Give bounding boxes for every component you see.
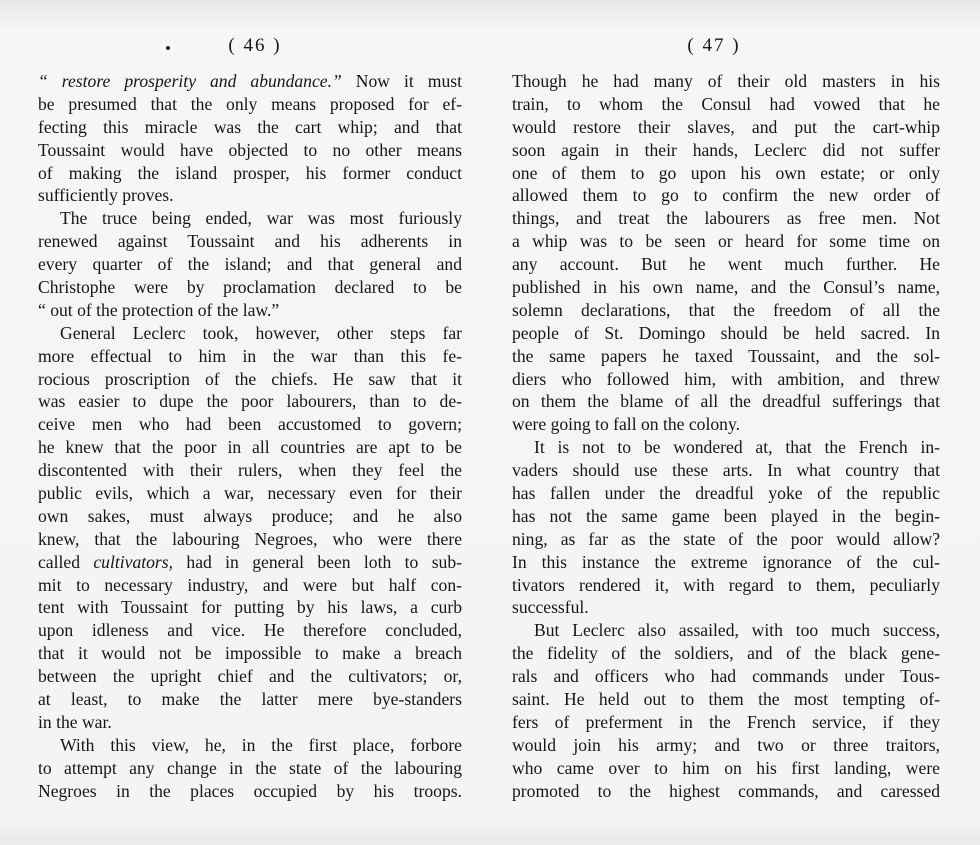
text-line bbox=[38, 642, 462, 665]
text-run: between the upright chief and the cultivators; or, bbox=[38, 666, 462, 687]
text-run: diers who followed him, with ambition, and threw bbox=[512, 368, 940, 389]
text-line bbox=[38, 574, 462, 597]
text-run: Though he had many of their old masters in his bbox=[512, 71, 940, 91]
text-line bbox=[38, 230, 462, 253]
text-line bbox=[512, 688, 940, 711]
text-line bbox=[512, 436, 940, 459]
text-run: every quarter of the island; and that general and bbox=[38, 254, 462, 275]
text-run: rals and officers who had commands under Tous- bbox=[512, 666, 940, 687]
text-line bbox=[512, 253, 940, 276]
text-line bbox=[38, 93, 462, 116]
text-run: ning, as far as the state of the poor would allow? bbox=[512, 528, 940, 549]
text-run: train, to whom the Consul had vowed that he bbox=[512, 93, 940, 114]
text-line bbox=[512, 528, 940, 551]
text-line bbox=[38, 413, 462, 436]
text-line bbox=[512, 459, 940, 482]
text-line bbox=[512, 505, 940, 528]
text-run: fecting this miracle was the cart whip; and that bbox=[38, 116, 462, 137]
text-line bbox=[512, 642, 940, 665]
text-run: The truce being ended, war was most furiously bbox=[60, 208, 462, 229]
text-run: had in general been loth to sub- bbox=[173, 551, 462, 572]
text-run: Christophe were by proclamation declared to be bbox=[38, 277, 462, 298]
text-run: in the war. bbox=[38, 711, 112, 732]
text-line bbox=[38, 322, 462, 345]
text-run: fers of preferment in the French service, if they bbox=[512, 711, 940, 732]
text-run: people of St. Domingo should be held sacred. In bbox=[512, 322, 940, 343]
text-run: General Leclerc took, however, other steps far bbox=[60, 322, 462, 343]
text-run: to attempt any change in the state of the labouring bbox=[38, 757, 462, 778]
text-line bbox=[38, 368, 462, 391]
text-run: own sakes, must always produce; and he also bbox=[38, 505, 462, 526]
text-run: Now it must bbox=[341, 71, 462, 91]
text-run: Negroes in the places occupied by his troops. bbox=[38, 780, 462, 801]
text-run: discontented with their rulers, when they feel the bbox=[38, 460, 462, 481]
text-line bbox=[512, 551, 940, 574]
text-line bbox=[38, 596, 462, 619]
text-run: called bbox=[38, 551, 94, 572]
text-run: In this instance the extreme ignorance of the cul- bbox=[512, 551, 940, 572]
text-line bbox=[38, 207, 462, 230]
text-line bbox=[512, 619, 940, 642]
text-run: any account. But he went much further. He bbox=[512, 254, 940, 275]
text-line bbox=[512, 276, 940, 299]
text-run: has not the same game been played in the begin- bbox=[512, 505, 940, 526]
text-run: rocious proscription of the chiefs. He saw that it bbox=[38, 368, 462, 389]
text-line bbox=[38, 688, 462, 711]
text-line bbox=[38, 482, 462, 505]
text-run: at least, to make the latter mere bye-standers bbox=[38, 689, 462, 710]
text-line bbox=[512, 116, 940, 139]
text-line bbox=[38, 116, 462, 139]
right-page-text bbox=[512, 70, 940, 803]
text-line bbox=[512, 162, 940, 185]
text-line bbox=[512, 757, 940, 780]
text-line bbox=[38, 734, 462, 757]
text-line bbox=[38, 70, 462, 93]
text-line bbox=[38, 436, 462, 459]
text-run: has fallen under the dreadful yoke of the republic bbox=[512, 483, 940, 504]
text-line bbox=[38, 299, 462, 322]
text-run: With this view, he, in the first place, forbore bbox=[60, 734, 462, 755]
text-line bbox=[512, 139, 940, 162]
text-run: one of them to go upon his own estate; or only bbox=[512, 162, 940, 183]
text-run: promoted to the highest commands, and caressed bbox=[512, 780, 940, 801]
text-line bbox=[512, 482, 940, 505]
text-run: the fidelity of the soldiers, and of the black gene- bbox=[512, 643, 940, 664]
text-line bbox=[38, 253, 462, 276]
text-line bbox=[512, 184, 940, 207]
text-line bbox=[38, 162, 462, 185]
text-line bbox=[512, 345, 940, 368]
text-line bbox=[512, 574, 940, 597]
italic-text: “ restore prosperity and abundance.” bbox=[38, 71, 342, 91]
left-page-text bbox=[38, 70, 462, 803]
text-line bbox=[512, 665, 940, 688]
text-run: tent with Toussaint for putting by his laws, a curb bbox=[38, 597, 462, 618]
text-run: soon again in their hands, Leclerc did not suffer bbox=[512, 139, 940, 160]
text-run: upon idleness and vice. He therefore concluded, bbox=[38, 620, 462, 641]
text-run: allowed them to go to confirm the new order of bbox=[512, 185, 940, 206]
text-line bbox=[512, 780, 940, 803]
text-line bbox=[512, 711, 940, 734]
text-run: Toussaint would have objected to no other means bbox=[38, 139, 462, 160]
text-run: a whip was to be seen or heard for some time on bbox=[512, 231, 940, 252]
text-line bbox=[512, 368, 940, 391]
text-run: the same papers he taxed Toussaint, and the sol- bbox=[512, 345, 940, 366]
left-page bbox=[38, 34, 462, 803]
text-run: tivators rendered it, with regard to them, peculiarly bbox=[512, 574, 940, 595]
text-run: would join his army; and two or three traitors, bbox=[512, 734, 940, 755]
text-line bbox=[512, 596, 940, 619]
text-line bbox=[38, 619, 462, 642]
text-line bbox=[512, 390, 940, 413]
text-run: who came over to him on his first landing, were bbox=[512, 757, 940, 778]
text-line bbox=[38, 528, 462, 551]
page-number-left: ( 46 ) bbox=[228, 35, 282, 56]
text-run: sufficiently proves. bbox=[38, 185, 174, 206]
text-run: knew, that the labouring Negroes, who were there bbox=[38, 528, 462, 549]
text-run: of making the island prosper, his former conduct bbox=[38, 162, 462, 183]
text-run: mit to necessary industry, and were but half con- bbox=[38, 574, 462, 595]
right-page bbox=[512, 34, 940, 803]
text-line bbox=[38, 505, 462, 528]
text-line bbox=[512, 93, 940, 116]
text-run: that it would not be impossible to make a breach bbox=[38, 643, 462, 664]
text-line bbox=[38, 459, 462, 482]
text-line bbox=[38, 390, 462, 413]
text-line bbox=[38, 345, 462, 368]
text-run: successful. bbox=[512, 597, 589, 618]
text-run: solemn declarations, that the freedom of all the bbox=[512, 299, 940, 320]
text-run: more effectual to him in the war than this fe- bbox=[38, 345, 462, 366]
text-line bbox=[38, 757, 462, 780]
text-line bbox=[38, 711, 462, 734]
text-line bbox=[38, 665, 462, 688]
text-line bbox=[38, 276, 462, 299]
text-line bbox=[38, 551, 462, 574]
text-line bbox=[38, 780, 462, 803]
text-line bbox=[512, 299, 940, 322]
text-line bbox=[512, 230, 940, 253]
text-line bbox=[512, 322, 940, 345]
text-run: on them the blame of all the dreadful sufferings that bbox=[512, 391, 940, 412]
page-number-right: ( 47 ) bbox=[687, 35, 741, 56]
text-line bbox=[38, 139, 462, 162]
text-run: But Leclerc also assailed, with too much success, bbox=[534, 620, 940, 641]
text-run: be presumed that the only means proposed for ef- bbox=[38, 93, 462, 114]
text-run: things, and treat the labourers as free men. Not bbox=[512, 208, 940, 229]
text-run: saint. He held out to them the most tempting of- bbox=[512, 689, 940, 710]
text-run: public evils, which a war, necessary even for their bbox=[38, 483, 462, 504]
text-run: It is not to be wondered at, that the French in- bbox=[534, 437, 940, 458]
text-run: renewed against Toussaint and his adherents in bbox=[38, 231, 462, 252]
text-run: he knew that the poor in all countries are apt to be bbox=[38, 437, 462, 458]
text-line bbox=[512, 734, 940, 757]
text-run: “ out of the protection of the law.” bbox=[38, 299, 280, 320]
text-line bbox=[512, 70, 940, 93]
text-run: published in his own name, and the Consul’s name, bbox=[512, 277, 940, 298]
text-line bbox=[512, 207, 940, 230]
text-line bbox=[38, 184, 462, 207]
text-run: ceive men who had been accustomed to govern; bbox=[38, 414, 462, 435]
text-run: vaders should use these arts. In what country that bbox=[512, 460, 940, 481]
text-run: would restore their slaves, and put the cart-whip bbox=[512, 116, 940, 137]
text-run: was easier to dupe the poor labourers, than to de- bbox=[38, 391, 462, 412]
text-line bbox=[512, 413, 940, 436]
text-run: were going to fall on the colony. bbox=[512, 414, 741, 435]
italic-text: cultivators, bbox=[93, 551, 174, 572]
